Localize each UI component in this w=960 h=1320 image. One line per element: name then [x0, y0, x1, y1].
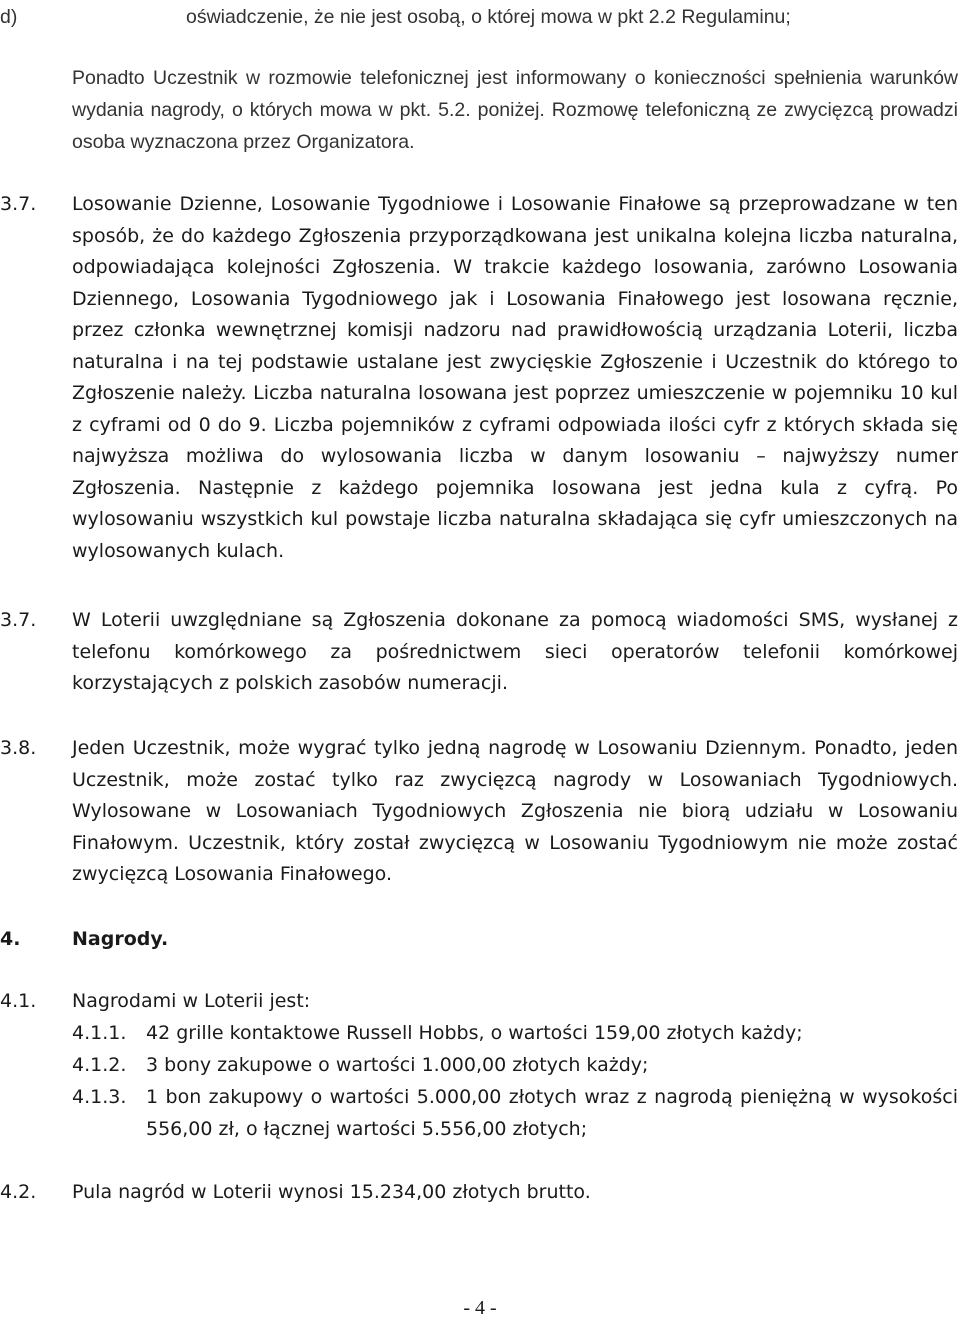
section-number: 4.1.	[0, 990, 37, 1012]
heading-number: 4.	[0, 928, 21, 950]
section-number: 3.7.	[0, 193, 37, 215]
prize-text: 42 grille kontaktowe Russell Hobbs, o wartości 159,00 złotych każdy;	[146, 1022, 803, 1044]
prize-text: 3 bony zakupowe o wartości 1.000,00 złotych każdy;	[146, 1054, 649, 1076]
list-item-label: d)	[0, 6, 18, 28]
section-body	[72, 733, 958, 891]
intro-paragraph: Ponadto Uczestnik w rozmowie telefonicznej jest informowany o konieczności spełnienia warunków wydania nagrody, o których mowa w pkt. 5.2. poniżej. Rozmowę telefoniczną ze zwycięzcą prowadzi osoba wyznaczona przez Organizatora.	[72, 67, 958, 153]
heading-title: Nagrody.	[72, 928, 169, 950]
prize-number: 4.1.1.	[72, 1022, 127, 1044]
section-number: 3.7.	[0, 609, 37, 631]
section-text: Pula nagród w Loterii wynosi 15.234,00 złotych brutto.	[72, 1181, 591, 1203]
section-paragraph: Losowanie Dzienne, Losowanie Tygodniowe i Losowanie Finałowe są przeprowadzane w ten sposób, że do każdego Zgłoszenia przyporządkowana jest unikalna kolejna liczba naturalna, odpowiadająca kolejności Zgłoszenia. W trakcie każdego losowania, zarówno Losowania Dziennego, Losowania Tygodniowego jak i Losowania Finałowego jest losowana ręcznie, przez członka wewnętrznej komisji nadzoru nad prawidłowością urządzania Loterii, liczba naturalna i na tej podstawie ustalane jest zwycięskie Zgłoszenie i Uczestnik do którego to Zgłoszenie należy. Liczba naturalna losowana jest poprzez umieszczenie w pojemniku 10 kul z cyframi od 0 do 9. Liczba pojemników z cyframi odpowiada ilości cyfr z których składa się najwyższa możliwa do wylosowania liczba w danym losowaniu – najwyższy numer Zgłoszenia. Następnie z każdego pojemnika losowana jest jedna kula z cyfrą. Po wylosowaniu wszystkich kul powstaje liczba naturalna składająca się cyfr umieszczonych na wylosowanych kulach.	[72, 193, 958, 562]
section-number: 3.8.	[0, 737, 37, 759]
section-paragraph: W Loterii uwzględniane są Zgłoszenia dokonane za pomocą wiadomości SMS, wysłanej z telefonu komórkowego za pośrednictwem sieci operatorów telefonii komórkowej korzystających z polskich zasobów numeracji.	[72, 609, 958, 694]
prize-text: 1 bon zakupowy o wartości 5.000,00 złotych wraz z nagrodą pieniężną w wysokości 556,00 zł, o łącznej wartości 5.556,00 złotych;	[146, 1086, 958, 1140]
list-item-text: oświadczenie, że nie jest osobą, o której mowa w pkt 2.2 Regulaminu;	[186, 6, 791, 28]
page-number: - 4 -	[463, 1297, 497, 1319]
section-number: 4.2.	[0, 1181, 37, 1203]
section-body	[72, 605, 958, 700]
prize-number: 4.1.3.	[72, 1086, 127, 1108]
section-paragraph: Jeden Uczestnik, może wygrać tylko jedną nagrodę w Losowaniu Dziennym. Ponadto, jeden Uczestnik, może zostać tylko raz zwycięzcą nagrody w Losowaniach Tygodniowych. Wylosowane w Losowaniach Tygodniowych Zgłoszenia nie biorą udziału w Losowaniu Finałowym. Uczestnik, który został zwycięzcą w Losowaniu Tygodniowym nie może zostać zwycięzcą Losowania Finałowego.	[72, 737, 958, 885]
section-body	[72, 189, 958, 567]
section-text: Nagrodami w Loterii jest:	[72, 990, 311, 1012]
prize-number: 4.1.2.	[72, 1054, 127, 1076]
